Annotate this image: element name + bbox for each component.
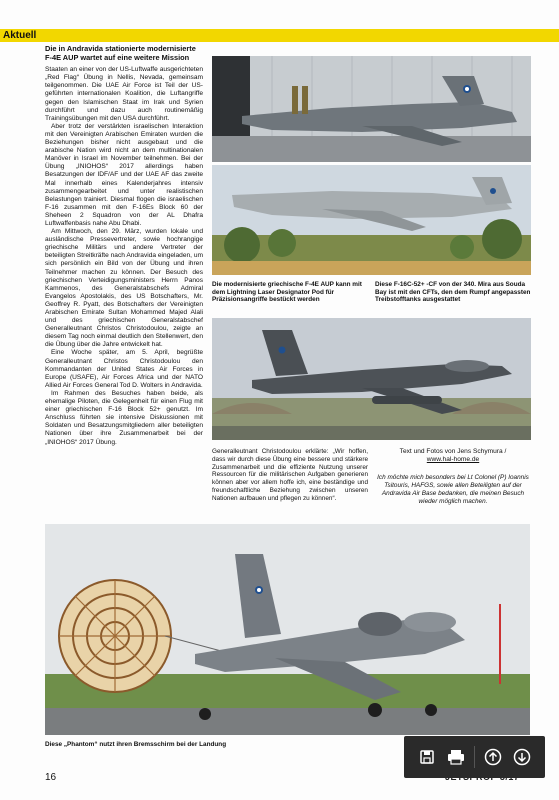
section-header: [0, 29, 559, 42]
article-body: [45, 66, 203, 446]
credit-link[interactable]: www.hal-home.de: [426, 456, 480, 463]
article-paragraph: Eine Woche später, am 5. April, begrüßte Generalleutnant Christos Christodoulou den Kommandanten der United States Air Forces in Europe (USAFE), Air Forces Africa und der NATO Allied Air Forces General Tod D. Wolters in Andravida.: [45, 349, 203, 389]
save-button[interactable]: [416, 746, 438, 768]
save-icon: [419, 749, 435, 765]
photo-f4e-taxi: [212, 165, 531, 275]
previous-page-button[interactable]: [482, 746, 504, 768]
arrow-down-icon: [513, 748, 531, 766]
article-paragraph: Aber trotz der verstärkten israelischen Interaktion mit den Vereinigten Arabischen Emiraten wurden die Beziehungen bisher nicht ausgebaut und die arabische Nation wird nicht an dem multinationalen Manöver in Israel im November teilnehmen. Bei der Übung „INIOHOS“ 2017 allerdings haben Besatzungen der IDF/AF und der UAE AF das zweite Mal innerhalb eines Kalenderjahres intensiv zusammengearbeitet und unter realistischen Belastungen trainiert. Diesmal flogen die israelischen F-16 zusammen mit den F-16Es Block 60 der Sheheen 2 Squadron von der AL Dhafra Luftwaffenbasis nahe Abu Dhabi.: [45, 122, 203, 227]
page-number: 16: [45, 772, 57, 783]
thanks-text: Ich möchte mich besonders bei Lt Colonel (P) Ioannis Tsitouris, HAFGS, sowie allen Beteiligten auf der Andravida Air Base bedanken, die meinen Besuch wieder möglich machen.: [377, 474, 529, 505]
section-label: Aktuell: [3, 30, 37, 41]
print-icon: [447, 749, 465, 765]
viewer-toolbar: [404, 736, 545, 778]
article-paragraph: Staaten an einer von der US-Luftwaffe ausgerichteten „Red Flag“ Übung in Nellis, Nevada, gemeinsam teilgenommen. Die UAE Air Force ist Teil der US-geführten internationalen Koalition, die Luftangriffe gegen den Islamischen Staat im Irak und Syrien durchführt und dazu auch routinemäßig Trainingsübungen mit den USA durchführt.: [45, 66, 203, 122]
credit-text: Text und Fotos von Jens Schymura /: [399, 448, 507, 455]
photo-phantom-landing: [45, 524, 530, 735]
arrow-up-icon: [484, 748, 502, 766]
article-paragraph: Am Mittwoch, den 29. März, wurden lokale und ausländische Pressevertreter, sowie hochrangige griechische Militärs und andere Vertreter der beteiligten Streitkräfte nach Andravida eingeladen, um sich persönlich ein Bild von der Übung und ihren Teilnehmer machen zu können. Der Besuch des griechischen Verteidigungsministers Herrn Panos Kammenos, des Generalstabschefs Admiral Evangelos Apostolakis, des US Botschafters, Mr. Geoffrey R. Pyatt, des Botschafters der Vereinigten Arabischen Emirate Sultan Mohammed Majed Alali und des griechischen Generalstabschef Generalleutnant Christos Christodoulou, zeigte an diesem Tag noch einmal deutlich den Stellenwert, den die Übung über die Jahre entwickelt hat.: [45, 228, 203, 349]
photo-credit: [375, 448, 531, 464]
photo-caption: Die modernisierte griechische F-4E AUP kann mit dem Lightning Laser Designator Pod für Präzisionsangriffe bestückt werden: [212, 281, 362, 304]
photo-f16-ground: [212, 318, 531, 440]
article-lead: Die in Andravida stationierte modernisierte F-4E AUP wartet auf eine weitere Mission: [45, 44, 196, 62]
toolbar-divider: [474, 746, 475, 768]
print-button[interactable]: [445, 746, 467, 768]
quote-text: Generalleutnant Christodoulou erklärte: „Wir hoffen, dass wir durch diese Übung eine bessere und stärkere Zusammenarbeit und die effiziente Nutzung unserer Ressourcen für die militärischen Aufgaben generieren können aber vor allem hoffe ich, eine beständige und freundschaftliche Beziehung zwischen unseren Nationen aufbauen und pflegen zu können“.: [212, 448, 368, 502]
photo-caption: Diese „Phantom“ nutzt ihren Bremsschirm bei der Landung: [45, 741, 227, 748]
article-column: [45, 45, 203, 447]
photo-f4e-hangar: [212, 56, 531, 162]
photo-caption: Diese F-16C-52+ -CF von der 340. Mira aus Souda Bay ist mit den CFTs, den dem Rumpf angepassten Treibstofftanks ausgestattet: [375, 281, 531, 304]
article-paragraph: Im Rahmen des Besuches haben beide, als ehemalige Piloten, die Gelegenheit für einen Flug mit einer griechischen F-16 Block 52+ genutzt. Im Anschluss führten sie intensive Diskussionen mit Soldaten und Besatzungsmitgliedern aller beteiligten Nationen über ihre Zusammenarbeit bei der „INIOHOS“ 2017 Übung.: [45, 389, 203, 446]
next-page-button[interactable]: [511, 746, 533, 768]
